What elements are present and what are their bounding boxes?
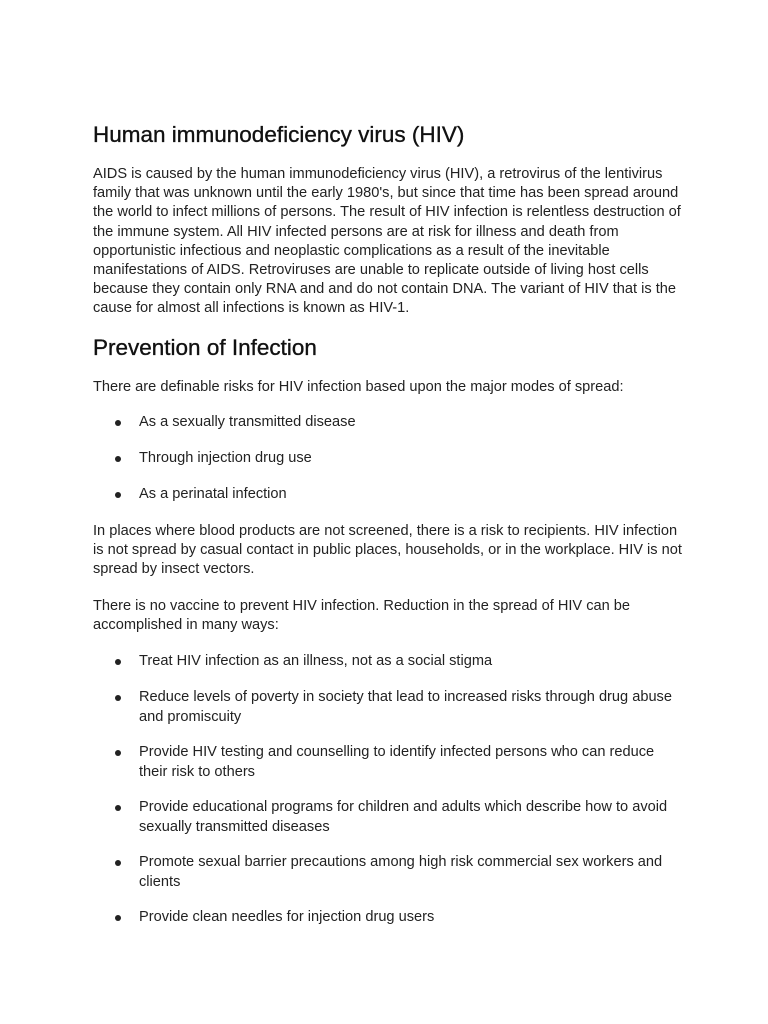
- heading-prevention: Prevention of Infection: [93, 335, 317, 360]
- bullet-icon: [115, 805, 121, 811]
- list-item-text: Provide clean needles for injection drug users: [139, 909, 435, 925]
- paragraph-risks-intro: There are definable risks for HIV infection based upon the major modes of spread:: [93, 379, 624, 395]
- bullet-icon: [115, 695, 121, 701]
- bullet-icon: [115, 659, 121, 665]
- bullet-icon: [115, 860, 121, 866]
- list-item-text: Provide HIV testing and counselling to identify infected persons who can reduce their risk to others: [139, 744, 655, 780]
- bullet-icon: [115, 456, 121, 462]
- bullet-icon: [115, 420, 121, 426]
- bullet-icon: [115, 915, 121, 921]
- list-item-text: Treat HIV infection as an illness, not as a social stigma: [139, 653, 493, 669]
- list-item-text: Through injection drug use: [139, 450, 312, 466]
- bullet-icon: [115, 492, 121, 498]
- heading-hiv: Human immunodeficiency virus (HIV): [93, 122, 465, 147]
- list-item-text: As a perinatal infection: [139, 486, 287, 502]
- bullet-icon: [115, 750, 121, 756]
- list-item-text: As a sexually transmitted disease: [139, 414, 356, 430]
- list-item-text: Provide educational programs for children and adults which describe how to avoid sexually transmitted diseases: [139, 799, 668, 835]
- list-item-text: Promote sexual barrier precautions among high risk commercial sex workers and clients: [139, 854, 663, 890]
- paragraph-no-vaccine: There is no vaccine to prevent HIV infection. Reduction in the spread of HIV can be accomplished in many ways:: [93, 598, 631, 634]
- paragraph-aids-intro: AIDS is caused by the human immunodeficiency virus (HIV), a retrovirus of the lentivirus family that was unknown until the early 1980's, but since that time has been spread around the world to infect millions of persons. The result of HIV infection is relentless destruction of the immune system. All HIV infected persons are at risk for illness and death from opportunistic infectious and neoplastic complications as a result of the inevitable manifestations of AIDS. Retroviruses are unable to replicate outside of living host cells because they contain only RNA and and do not contain DNA. The variant of HIV that is the cause for almost all infections is known as HIV-1.: [93, 166, 681, 317]
- paragraph-blood-products: In places where blood products are not screened, there is a risk to recipients. HIV infection is not spread by casual contact in public places, households, or in the workplace. HIV is not spread by insect vectors.: [93, 523, 682, 578]
- list-item-text: Reduce levels of poverty in society that lead to increased risks through drug abuse and promiscuity: [139, 689, 672, 725]
